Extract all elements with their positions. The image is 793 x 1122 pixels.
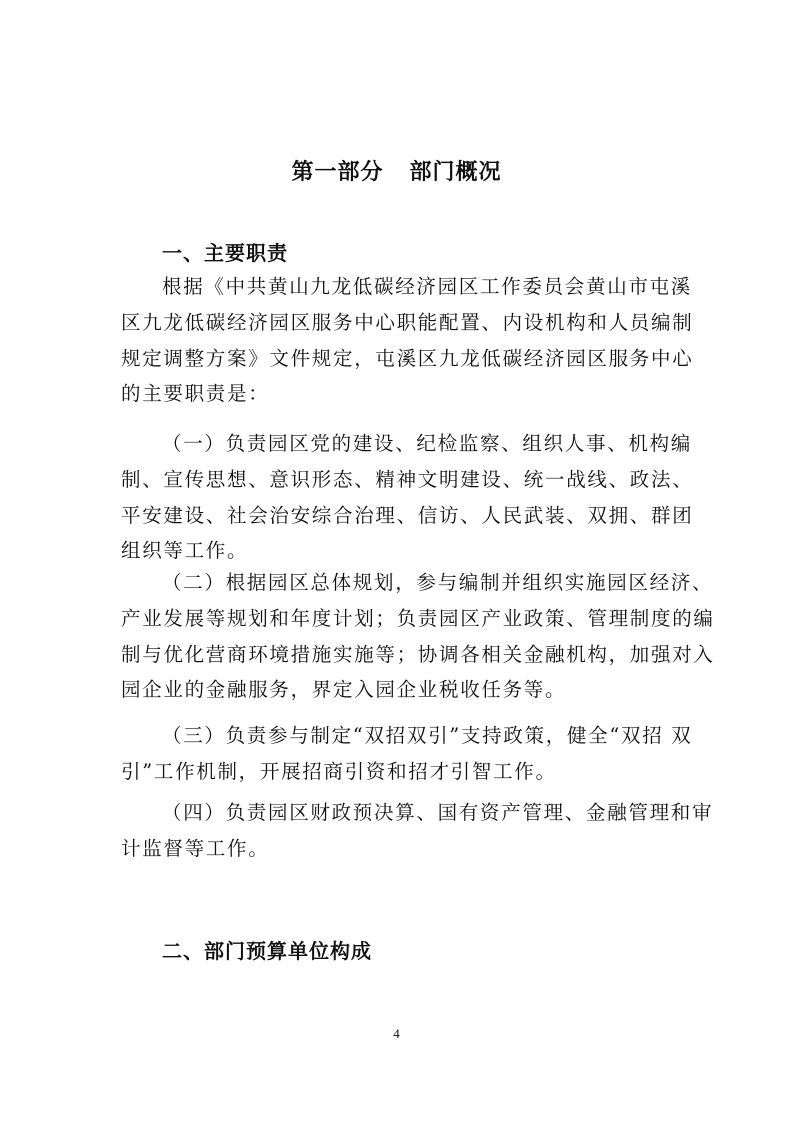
- paragraph-line: 规定调整方案》文件规定，屯溪区九龙低碳经济园区服务中心: [121, 346, 694, 370]
- paragraph-item-1: [121, 426, 694, 569]
- paragraph-item-2: [121, 565, 715, 708]
- paragraph-line: （四）负责园区财政预决算、国有资产管理、金融管理和审: [162, 801, 714, 824]
- paragraph-line: 产业发展等规划和年度计划；负责园区产业政策、管理制度的编: [121, 606, 715, 630]
- paragraph-line: （三）负责参与制定“双招双引”支持政策，健全“双招 双: [162, 724, 693, 747]
- paragraph-line: 计监督等工作。: [121, 836, 270, 860]
- paragraph-intro: [121, 269, 694, 412]
- section-heading-budget-units: 二、部门预算单位构成: [162, 939, 372, 963]
- paragraph-line: 区九龙低碳经济园区服务中心职能配置、内设机构和人员编制: [121, 310, 694, 334]
- page-number: 4: [393, 1026, 400, 1041]
- paragraph-item-3: [121, 718, 693, 790]
- paragraph-line: （二）根据园区总体规划，参与编制并组织实施园区经济、: [162, 571, 714, 594]
- paragraph-line: 平安建设、社会治安综合治理、信访、人民武装、双拥、群团: [121, 503, 694, 527]
- paragraph-line: 制、宣传思想、意识形态、精神文明建设、统一战线、政法、: [121, 467, 694, 491]
- paragraph-line: 制与优化营商环境措施实施等；协调各相关金融机构，加强对入: [121, 642, 715, 666]
- page-title: 第一部分 部门概况: [291, 160, 502, 185]
- paragraph-item-4: [121, 795, 714, 867]
- section-heading-main-duties: 一、主要职责: [162, 241, 288, 265]
- paragraph-line: 引”工作机制，开展招商引资和招才引智工作。: [121, 759, 557, 783]
- paragraph-line: 根据《中共黄山九龙低碳经济园区工作委员会黄山市屯溪: [162, 275, 693, 298]
- paragraph-line: （一）负责园区党的建设、纪检监察、组织人事、机构编: [162, 432, 693, 455]
- paragraph-line: 园企业的金融服务，界定入园企业税收任务等。: [121, 678, 567, 702]
- paragraph-line: 组织等工作。: [121, 539, 249, 563]
- paragraph-line: 的主要职责是：: [121, 382, 270, 406]
